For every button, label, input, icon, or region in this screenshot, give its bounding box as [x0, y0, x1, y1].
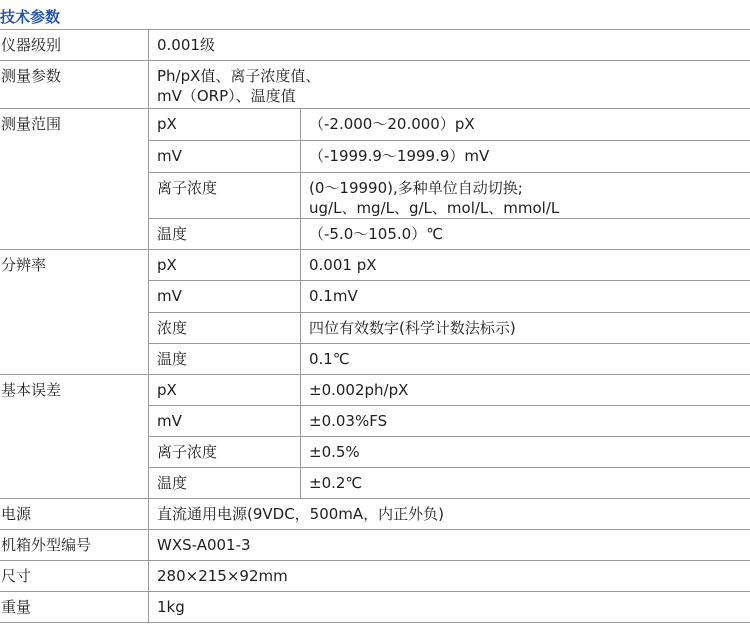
sub-label: pX [149, 250, 301, 281]
table-row [0, 530, 750, 561]
row-label-power: 电源 [0, 499, 149, 530]
spec-table [0, 29, 750, 623]
row-value-params [149, 61, 750, 109]
sub-label: 温度 [149, 344, 301, 375]
row-value-case: WXS-A001-3 [149, 530, 750, 561]
sub-value: 0.1mV [301, 281, 750, 313]
sub-label: 温度 [149, 468, 301, 499]
conc-line-2: ug/L、mg/L、g/L、mol/L、mmol/L [309, 199, 560, 217]
sub-label: 温度 [149, 219, 301, 250]
row-label-resolution: 分辨率 [0, 250, 149, 375]
row-value-weight: 1kg [149, 592, 750, 623]
sub-label: 浓度 [149, 313, 301, 344]
sub-value: （-2.000～20.000）pX [301, 109, 750, 141]
sub-label: mV [149, 406, 301, 437]
table-row [0, 61, 750, 109]
row-label-params: 测量参数 [0, 61, 149, 109]
sub-value: 0.1℃ [301, 344, 750, 375]
table-row [0, 499, 750, 530]
sub-label: pX [149, 109, 301, 141]
table-row [0, 30, 750, 61]
sub-value: ±0.03%FS [301, 406, 750, 437]
row-label-size: 尺寸 [0, 561, 149, 592]
table-row [0, 250, 750, 281]
sub-label: 离子浓度 [149, 173, 301, 219]
sub-value: ±0.5% [301, 437, 750, 468]
section-title: 技术参数 [0, 8, 61, 26]
row-label-weight: 重量 [0, 592, 149, 623]
params-line-1: Ph/pX值、离子浓度值、 [157, 67, 321, 85]
sub-label: pX [149, 375, 301, 406]
sub-value: ±0.002ph/pX [301, 375, 750, 406]
row-value-size: 280×215×92mm [149, 561, 750, 592]
row-label-grade: 仪器级别 [0, 30, 149, 61]
params-line-2: mV（ORP）、温度值 [157, 87, 296, 105]
row-value-power: 直流通用电源(9VDC，500mA，内正外负) [149, 499, 750, 530]
sub-value: （-1999.9～1999.9）mV [301, 141, 750, 173]
table-row [0, 592, 750, 623]
sub-value: 0.001 pX [301, 250, 750, 281]
sub-label: mV [149, 141, 301, 173]
sub-value: 四位有效数字(科学计数法标示) [301, 313, 750, 344]
sub-value: ±0.2℃ [301, 468, 750, 499]
sub-value [301, 173, 750, 219]
row-label-case: 机箱外型编号 [0, 530, 149, 561]
conc-line-1: (0～19990),多种单位自动切换; [309, 179, 523, 197]
table-row [0, 109, 750, 141]
sub-label: 离子浓度 [149, 437, 301, 468]
sub-label: mV [149, 281, 301, 313]
table-row [0, 561, 750, 592]
row-label-error: 基本误差 [0, 375, 149, 499]
sub-value: （-5.0～105.0）℃ [301, 219, 750, 250]
table-row [0, 375, 750, 406]
row-label-range: 测量范围 [0, 109, 149, 250]
row-value-grade: 0.001级 [149, 30, 750, 61]
